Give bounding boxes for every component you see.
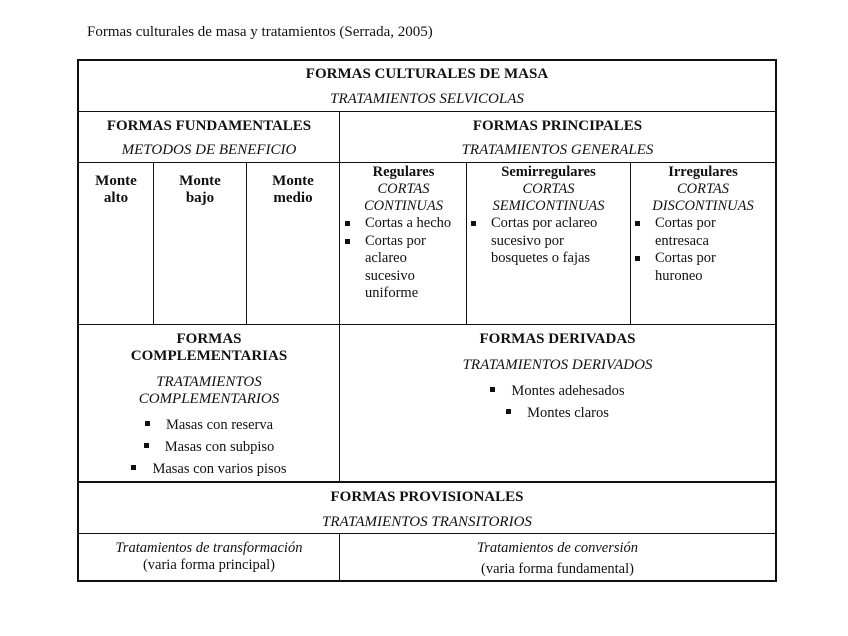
complementarias-s2: COMPLEMENTARIOS: [138, 391, 280, 407]
conversion-l1: Tratamientos de conversión: [476, 540, 639, 556]
list-item: Cortas por aclareo sucesivo por bosquetes o fajas: [467, 215, 617, 268]
regulares-s2: CONTINUAS: [364, 198, 443, 214]
derivadas-subtitle: TRATAMIENTOS DERIVADOS: [462, 357, 653, 373]
list-item: Montes claros: [340, 402, 775, 424]
irregulares-title: Irregulares: [668, 164, 738, 180]
list-item: Montes adehesados: [340, 380, 775, 402]
table-border-top: [77, 59, 777, 61]
list-item: Cortas por entresaca: [631, 215, 766, 250]
transformacion-cell: [79, 540, 339, 574]
semirregulares-list: [467, 215, 617, 268]
monte-alto-l1: Monte: [95, 173, 137, 189]
row-divider: [77, 162, 777, 163]
monte-medio-cell: [247, 173, 339, 207]
derivadas-list: [340, 380, 775, 424]
conversion-cell: [340, 540, 775, 578]
irregulares-list: [631, 215, 766, 285]
regulares-title: Regulares: [372, 164, 435, 180]
principales-title: FORMAS PRINCIPALES: [472, 118, 643, 134]
monte-medio-l2: medio: [273, 190, 313, 206]
row-divider: [77, 533, 777, 534]
monte-medio-l1: Monte: [272, 173, 314, 189]
principales-cell: [340, 118, 775, 159]
derivadas-title: FORMAS DERIVADAS: [479, 331, 636, 347]
table-border-bottom: [77, 580, 777, 582]
main-subtitle: TRATAMIENTOS SELVICOLAS: [330, 91, 524, 107]
irregulares-cell: [631, 164, 775, 285]
monte-alto-l2: alto: [103, 190, 129, 206]
row-divider: [77, 111, 777, 112]
list-item: Masas con subpiso: [79, 436, 339, 458]
monte-alto-cell: [79, 173, 153, 207]
principales-subtitle: TRATAMIENTOS GENERALES: [461, 142, 654, 158]
figure-caption: Formas culturales de masa y tratamientos (Serrada, 2005): [87, 24, 433, 40]
irregulares-s1: CORTAS: [676, 181, 730, 197]
semirregulares-title: Semirregulares: [501, 164, 596, 180]
transformacion-l1: Tratamientos de transformación: [115, 540, 303, 556]
derivadas-cell: [340, 331, 775, 424]
row-divider: [77, 324, 777, 325]
list-item: Cortas por aclareo sucesivo uniforme: [341, 233, 459, 303]
list-item: Masas con varios pisos: [79, 458, 339, 480]
complementarias-cell: [79, 331, 339, 480]
list-item: Cortas a hecho: [341, 215, 459, 233]
regulares-list: [341, 215, 459, 303]
fundamentales-cell: [79, 118, 339, 159]
semirregulares-cell: [467, 164, 630, 268]
main-title: FORMAS CULTURALES DE MASA: [305, 66, 549, 82]
semirregulares-s2: SEMICONTINUAS: [492, 198, 605, 214]
complementarias-t2: COMPLEMENTARIAS: [130, 348, 288, 364]
table-border-right: [775, 59, 777, 582]
regulares-s1: CORTAS: [377, 181, 430, 197]
list-item: Cortas por huroneo: [631, 250, 766, 285]
col-divider: [339, 111, 340, 481]
provisionales-subtitle: TRATAMIENTOS TRANSITORIOS: [322, 514, 532, 530]
monte-bajo-l2: bajo: [185, 190, 215, 206]
monte-bajo-l1: Monte: [179, 173, 221, 189]
fundamentales-title: FORMAS FUNDAMENTALES: [106, 118, 312, 134]
regulares-cell: [341, 164, 466, 303]
row-divider: [77, 481, 777, 483]
list-item: Masas con reserva: [79, 414, 339, 436]
provisionales-cell: [79, 489, 775, 531]
irregulares-s2: DISCONTINUAS: [652, 198, 754, 214]
monte-bajo-cell: [154, 173, 246, 207]
semirregulares-s1: CORTAS: [522, 181, 575, 197]
complementarias-t1: FORMAS: [176, 331, 242, 347]
header-cell: [79, 66, 775, 108]
fundamentales-subtitle: METODOS DE BENEFICIO: [121, 142, 297, 158]
conversion-l2: (varia forma fundamental): [481, 561, 634, 577]
complementarias-s1: TRATAMIENTOS: [156, 374, 262, 390]
complementarias-list: [79, 414, 339, 480]
provisionales-title: FORMAS PROVISIONALES: [330, 489, 524, 505]
transformacion-l2: (varia forma principal): [142, 557, 276, 573]
